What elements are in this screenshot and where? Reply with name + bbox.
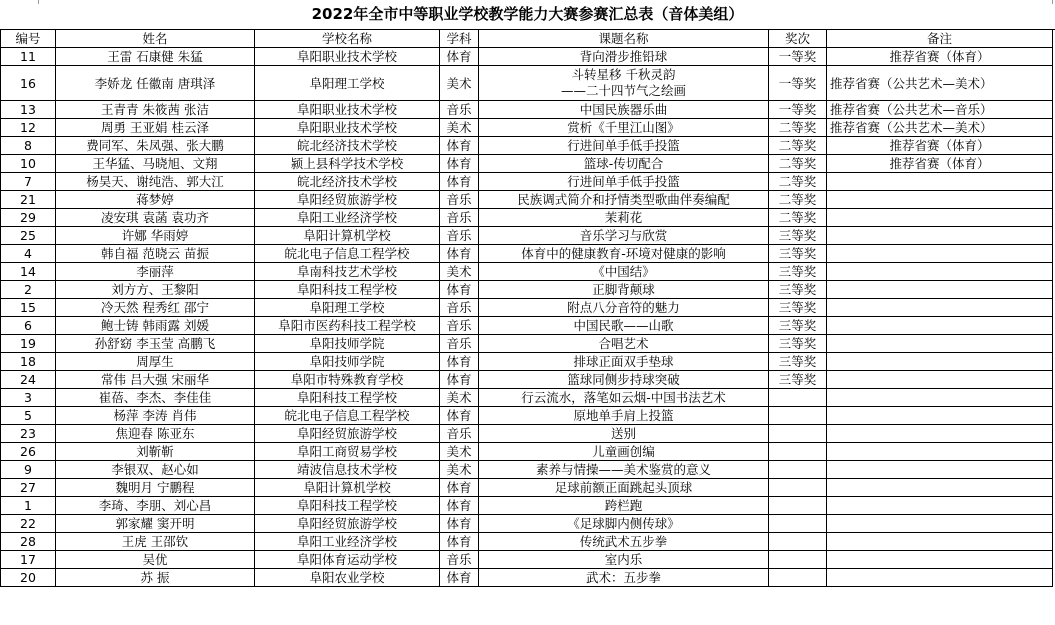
cell-topic[interactable]: 体育中的健康教育-环境对健康的影响 — [479, 245, 769, 263]
cell-note[interactable] — [827, 263, 1053, 281]
cell-topic[interactable]: 中国民族器乐曲 — [479, 101, 769, 119]
cell-note[interactable] — [827, 407, 1053, 425]
cell-award[interactable] — [769, 569, 827, 587]
cell-school[interactable]: 阜阳职业技术学校 — [255, 48, 440, 66]
cell-no[interactable]: 9 — [1, 461, 56, 479]
cell-award[interactable] — [769, 425, 827, 443]
cell-subject[interactable]: 体育 — [440, 137, 479, 155]
cell-note[interactable] — [827, 227, 1053, 245]
cell-name[interactable]: 孙舒窈 李玉莹 高鹏飞 — [56, 335, 255, 353]
cell-note[interactable] — [827, 191, 1053, 209]
column-header-award[interactable]: 奖次 — [769, 30, 827, 48]
cell-award[interactable]: 二等奖 — [769, 155, 827, 173]
cell-name[interactable]: 王雷 石康健 朱猛 — [56, 48, 255, 66]
cell-note[interactable] — [827, 173, 1053, 191]
cell-subject[interactable]: 体育 — [440, 48, 479, 66]
cell-school[interactable]: 颍上县科学技术学校 — [255, 155, 440, 173]
column-header-subject[interactable]: 学科 — [440, 30, 479, 48]
table-row — [1, 425, 1053, 443]
cell-school[interactable]: 阜阳经贸旅游学校 — [255, 515, 440, 533]
cell-subject[interactable]: 美术 — [440, 461, 479, 479]
cell-subject[interactable]: 音乐 — [440, 551, 479, 569]
table-row — [1, 479, 1053, 497]
cell-topic[interactable]: 赏析《千里江山图》 — [479, 119, 769, 137]
cell-subject[interactable]: 体育 — [440, 497, 479, 515]
cell-name[interactable]: 蒋梦婷 — [56, 191, 255, 209]
cell-school[interactable]: 阜阳经贸旅游学校 — [255, 191, 440, 209]
cell-award[interactable]: 二等奖 — [769, 191, 827, 209]
cell-subject[interactable]: 体育 — [440, 281, 479, 299]
table-row — [1, 371, 1053, 389]
cell-subject[interactable]: 体育 — [440, 407, 479, 425]
cell-name[interactable]: 周厚生 — [56, 353, 255, 371]
cell-school[interactable]: 皖北经济技术学校 — [255, 137, 440, 155]
cell-school[interactable]: 阜阳理工学校 — [255, 66, 440, 101]
table-row — [1, 48, 1053, 66]
column-header-topic[interactable]: 课题名称 — [479, 30, 769, 48]
cell-school[interactable]: 阜阳工商贸易学校 — [255, 443, 440, 461]
cell-subject[interactable]: 音乐 — [440, 191, 479, 209]
cell-topic[interactable]: 音乐学习与欣赏 — [479, 227, 769, 245]
cell-topic[interactable]: 素养与情操——美术鉴赏的意义 — [479, 461, 769, 479]
cell-name[interactable]: 常伟 吕大强 宋丽华 — [56, 371, 255, 389]
cell-note[interactable] — [827, 515, 1053, 533]
cell-no[interactable]: 5 — [1, 407, 56, 425]
cell-note[interactable] — [827, 569, 1053, 587]
cell-school[interactable]: 阜阳职业技术学校 — [255, 101, 440, 119]
cell-school[interactable]: 靖波信息技术学校 — [255, 461, 440, 479]
cell-name[interactable]: 焦迎春 陈亚东 — [56, 425, 255, 443]
cell-note[interactable] — [827, 209, 1053, 227]
cell-subject[interactable]: 音乐 — [440, 335, 479, 353]
cell-award[interactable]: 二等奖 — [769, 119, 827, 137]
table-row — [1, 533, 1053, 551]
cell-subject[interactable]: 音乐 — [440, 317, 479, 335]
table-row — [1, 101, 1053, 119]
cell-no[interactable]: 4 — [1, 245, 56, 263]
table-row — [1, 389, 1053, 407]
cell-no[interactable]: 16 — [1, 66, 56, 101]
cell-topic[interactable]: 儿童画创编 — [479, 443, 769, 461]
cell-no[interactable]: 3 — [1, 389, 56, 407]
cell-school[interactable]: 阜阳经贸旅游学校 — [255, 425, 440, 443]
cell-no[interactable]: 23 — [1, 425, 56, 443]
table-row — [1, 227, 1053, 245]
cell-name[interactable]: 杨萍 李涛 肖伟 — [56, 407, 255, 425]
cell-topic[interactable]: 行进间单手低手投篮 — [479, 137, 769, 155]
cell-subject[interactable]: 体育 — [440, 371, 479, 389]
cell-no[interactable]: 26 — [1, 443, 56, 461]
table-row — [1, 299, 1053, 317]
cell-name[interactable]: 刘方方、王黎阳 — [56, 281, 255, 299]
cell-note[interactable] — [827, 245, 1053, 263]
cell-topic[interactable]: 斗转星移 千秋灵韵 ——二十四节气之绘画 — [479, 66, 769, 101]
cell-note[interactable] — [827, 443, 1053, 461]
cell-name[interactable]: 王华猛、马晓旭、文翔 — [56, 155, 255, 173]
table-row — [1, 173, 1053, 191]
table-row — [1, 191, 1053, 209]
cell-award[interactable]: 三等奖 — [769, 335, 827, 353]
cell-award[interactable]: 一等奖 — [769, 66, 827, 101]
cell-no[interactable]: 18 — [1, 353, 56, 371]
table-body — [1, 48, 1053, 587]
cell-subject[interactable]: 音乐 — [440, 299, 479, 317]
cell-topic[interactable]: 正脚背颠球 — [479, 281, 769, 299]
cell-award[interactable]: 一等奖 — [769, 101, 827, 119]
cell-no[interactable]: 15 — [1, 299, 56, 317]
table-row — [1, 569, 1053, 587]
cell-topic[interactable]: 送别 — [479, 425, 769, 443]
cell-school[interactable]: 阜阳市特殊教育学校 — [255, 371, 440, 389]
cell-no[interactable]: 12 — [1, 119, 56, 137]
cell-no[interactable]: 27 — [1, 479, 56, 497]
cell-note[interactable] — [827, 479, 1053, 497]
cell-topic[interactable]: 背向滑步推铅球 — [479, 48, 769, 66]
cell-no[interactable]: 28 — [1, 533, 56, 551]
cell-award[interactable]: 三等奖 — [769, 353, 827, 371]
cell-school[interactable]: 阜阳技师学院 — [255, 335, 440, 353]
cell-award[interactable]: 三等奖 — [769, 371, 827, 389]
cell-award[interactable] — [769, 389, 827, 407]
cell-note[interactable] — [827, 389, 1053, 407]
cell-award[interactable] — [769, 461, 827, 479]
cell-topic[interactable]: 篮球-传切配合 — [479, 155, 769, 173]
cell-award[interactable]: 三等奖 — [769, 299, 827, 317]
cell-no[interactable]: 29 — [1, 209, 56, 227]
cell-school[interactable]: 阜阳工业经济学校 — [255, 533, 440, 551]
cell-subject[interactable]: 音乐 — [440, 227, 479, 245]
cell-award[interactable]: 三等奖 — [769, 281, 827, 299]
cell-award[interactable]: 三等奖 — [769, 263, 827, 281]
cell-name[interactable]: 许娜 华雨婷 — [56, 227, 255, 245]
cell-award[interactable] — [769, 551, 827, 569]
cell-subject[interactable]: 体育 — [440, 515, 479, 533]
cell-subject[interactable]: 体育 — [440, 479, 479, 497]
cell-name[interactable]: 郭家耀 窦开明 — [56, 515, 255, 533]
table-row — [1, 443, 1053, 461]
cell-subject[interactable]: 美术 — [440, 66, 479, 101]
cell-subject[interactable]: 音乐 — [440, 101, 479, 119]
cell-no[interactable]: 6 — [1, 317, 56, 335]
cell-subject[interactable]: 体育 — [440, 533, 479, 551]
cell-topic[interactable]: 武术：五步拳 — [479, 569, 769, 587]
cell-subject[interactable]: 美术 — [440, 119, 479, 137]
cell-subject[interactable]: 体育 — [440, 569, 479, 587]
cell-topic[interactable]: 民族调式简介和抒情类型歌曲伴奏编配 — [479, 191, 769, 209]
cell-award[interactable] — [769, 443, 827, 461]
cell-note[interactable]: 推荐省赛（公共艺术—音乐） — [827, 101, 1053, 119]
table-row — [1, 317, 1053, 335]
column-header-name[interactable]: 姓名 — [56, 30, 255, 48]
cell-no[interactable]: 1 — [1, 497, 56, 515]
cell-topic[interactable]: 行进间单手低手投篮 — [479, 173, 769, 191]
cell-note[interactable]: 推荐省赛（公共艺术—美术） — [827, 66, 1053, 101]
table-row — [1, 119, 1053, 137]
cell-no[interactable]: 2 — [1, 281, 56, 299]
cell-school[interactable]: 皖北电子信息工程学校 — [255, 245, 440, 263]
cell-name[interactable]: 鲍士铸 韩雨露 刘媛 — [56, 317, 255, 335]
cell-award[interactable]: 二等奖 — [769, 137, 827, 155]
cell-school[interactable]: 阜阳理工学校 — [255, 299, 440, 317]
table-row — [1, 281, 1053, 299]
cell-no[interactable]: 10 — [1, 155, 56, 173]
cell-note[interactable] — [827, 461, 1053, 479]
cell-note[interactable] — [827, 425, 1053, 443]
cell-note[interactable] — [827, 497, 1053, 515]
table-row — [1, 461, 1053, 479]
cell-note[interactable] — [827, 335, 1053, 353]
cell-name[interactable]: 李丽萍 — [56, 263, 255, 281]
cell-award[interactable] — [769, 515, 827, 533]
cell-school[interactable]: 阜阳体育运动学校 — [255, 551, 440, 569]
table-row — [1, 263, 1053, 281]
cell-school[interactable]: 皖北电子信息工程学校 — [255, 407, 440, 425]
cell-name[interactable]: 苏 振 — [56, 569, 255, 587]
cell-topic[interactable]: 《中国结》 — [479, 263, 769, 281]
cell-school[interactable]: 阜阳工业经济学校 — [255, 209, 440, 227]
cell-no[interactable]: 21 — [1, 191, 56, 209]
table-row — [1, 407, 1053, 425]
cell-name[interactable]: 李银双、赵心如 — [56, 461, 255, 479]
cell-topic[interactable]: 室内乐 — [479, 551, 769, 569]
cell-note[interactable] — [827, 317, 1053, 335]
cell-name[interactable]: 冷天然 程秀红 邵宁 — [56, 299, 255, 317]
cell-subject[interactable]: 音乐 — [440, 209, 479, 227]
cell-no[interactable]: 7 — [1, 173, 56, 191]
cell-name[interactable]: 魏明月 宁鹏程 — [56, 479, 255, 497]
column-header-school[interactable]: 学校名称 — [255, 30, 440, 48]
cell-no[interactable]: 17 — [1, 551, 56, 569]
cell-topic[interactable]: 中国民歌——山歌 — [479, 317, 769, 335]
cell-award[interactable] — [769, 533, 827, 551]
table-row — [1, 155, 1053, 173]
table-row — [1, 515, 1053, 533]
cell-note[interactable] — [827, 299, 1053, 317]
cell-no[interactable]: 19 — [1, 335, 56, 353]
cell-award[interactable]: 二等奖 — [769, 173, 827, 191]
cell-name[interactable]: 李娇龙 任徽南 唐琪泽 — [56, 66, 255, 101]
cell-school[interactable]: 阜阳计算机学校 — [255, 227, 440, 245]
cell-topic[interactable]: 合唱艺术 — [479, 335, 769, 353]
cell-award[interactable] — [769, 497, 827, 515]
cell-no[interactable]: 13 — [1, 101, 56, 119]
cell-award[interactable]: 三等奖 — [769, 245, 827, 263]
cell-name[interactable]: 凌安琪 袁菡 袁功齐 — [56, 209, 255, 227]
cell-note[interactable] — [827, 353, 1053, 371]
table-row — [1, 335, 1053, 353]
table-row — [1, 551, 1053, 569]
cell-award[interactable]: 一等奖 — [769, 48, 827, 66]
cell-name[interactable]: 韩自福 范晓云 苗振 — [56, 245, 255, 263]
cell-topic[interactable]: 足球前额正面跳起头顶球 — [479, 479, 769, 497]
column-header-no[interactable]: 编号 — [1, 30, 56, 48]
cell-note[interactable] — [827, 371, 1053, 389]
cell-topic[interactable]: 行云流水，落笔如云烟-中国书法艺术 — [479, 389, 769, 407]
cell-note[interactable] — [827, 533, 1053, 551]
cell-subject[interactable]: 美术 — [440, 263, 479, 281]
cell-school[interactable]: 阜阳市医药科技工程学校 — [255, 317, 440, 335]
cell-name[interactable]: 崔蓓、李杰、李佳佳 — [56, 389, 255, 407]
cell-topic[interactable]: 排球正面双手垫球 — [479, 353, 769, 371]
cell-note[interactable]: 推荐省赛（体育） — [827, 137, 1053, 155]
cell-award[interactable]: 二等奖 — [769, 209, 827, 227]
cell-note[interactable]: 推荐省赛（体育） — [827, 48, 1053, 66]
cell-school[interactable]: 阜阳科技工程学校 — [255, 497, 440, 515]
cell-name[interactable]: 刘靳靳 — [56, 443, 255, 461]
cell-name[interactable]: 李琦、李朋、刘心昌 — [56, 497, 255, 515]
cell-topic[interactable]: 原地单手肩上投篮 — [479, 407, 769, 425]
cell-school[interactable]: 皖北经济技术学校 — [255, 173, 440, 191]
cell-subject[interactable]: 美术 — [440, 443, 479, 461]
cell-award[interactable]: 三等奖 — [769, 317, 827, 335]
column-header-note[interactable]: 备注 — [827, 30, 1053, 48]
cell-award[interactable]: 三等奖 — [769, 227, 827, 245]
cell-school[interactable]: 阜阳计算机学校 — [255, 479, 440, 497]
cell-note[interactable]: 推荐省赛（公共艺术—美术） — [827, 119, 1053, 137]
cell-no[interactable]: 22 — [1, 515, 56, 533]
cell-note[interactable] — [827, 551, 1053, 569]
cell-award[interactable] — [769, 479, 827, 497]
cell-name[interactable]: 王虎 王邵钦 — [56, 533, 255, 551]
cell-no[interactable]: 24 — [1, 371, 56, 389]
cell-school[interactable]: 阜阳科技工程学校 — [255, 389, 440, 407]
sheet-title[interactable]: 2022年全市中等职业学校教学能力大赛参赛汇总表（音体美组） — [0, 0, 1055, 30]
cell-school[interactable]: 阜阳科技工程学校 — [255, 281, 440, 299]
cell-school[interactable]: 阜阳职业技术学校 — [255, 119, 440, 137]
cell-topic[interactable]: 《足球脚内侧传球》 — [479, 515, 769, 533]
cell-name[interactable]: 杨昊天、谢纯浩、郭大江 — [56, 173, 255, 191]
cell-subject[interactable]: 体育 — [440, 155, 479, 173]
cell-name[interactable]: 周勇 王亚娟 桂云泽 — [56, 119, 255, 137]
cell-no[interactable]: 25 — [1, 227, 56, 245]
cell-no[interactable]: 14 — [1, 263, 56, 281]
summary-table — [0, 29, 1053, 587]
cell-topic[interactable]: 茉莉花 — [479, 209, 769, 227]
cell-name[interactable]: 吴优 — [56, 551, 255, 569]
cell-subject[interactable]: 体育 — [440, 353, 479, 371]
cell-no[interactable]: 20 — [1, 569, 56, 587]
cell-note[interactable] — [827, 281, 1053, 299]
cell-name[interactable]: 费同军、朱凤强、张大鹏 — [56, 137, 255, 155]
table-row — [1, 497, 1053, 515]
cell-school[interactable]: 阜阳技师学院 — [255, 353, 440, 371]
cell-subject[interactable]: 体育 — [440, 245, 479, 263]
cell-school[interactable]: 阜阳农业学校 — [255, 569, 440, 587]
cell-award[interactable] — [769, 407, 827, 425]
cell-note[interactable]: 推荐省赛（体育） — [827, 155, 1053, 173]
cell-topic[interactable]: 篮球同侧步持球突破 — [479, 371, 769, 389]
table-row — [1, 66, 1053, 101]
cell-topic[interactable]: 跨栏跑 — [479, 497, 769, 515]
cell-topic[interactable]: 传统武术五步拳 — [479, 533, 769, 551]
table-row — [1, 245, 1053, 263]
header-row — [1, 30, 1053, 48]
cell-topic[interactable]: 附点八分音符的魅力 — [479, 299, 769, 317]
cell-subject[interactable]: 美术 — [440, 389, 479, 407]
cell-school[interactable]: 阜南科技艺术学校 — [255, 263, 440, 281]
cell-name[interactable]: 王青青 朱筱茜 张洁 — [56, 101, 255, 119]
table-row — [1, 209, 1053, 227]
cell-no[interactable]: 8 — [1, 137, 56, 155]
table-row — [1, 353, 1053, 371]
cell-no[interactable]: 11 — [1, 48, 56, 66]
cell-subject[interactable]: 体育 — [440, 173, 479, 191]
table-row — [1, 137, 1053, 155]
cell-subject[interactable]: 音乐 — [440, 425, 479, 443]
